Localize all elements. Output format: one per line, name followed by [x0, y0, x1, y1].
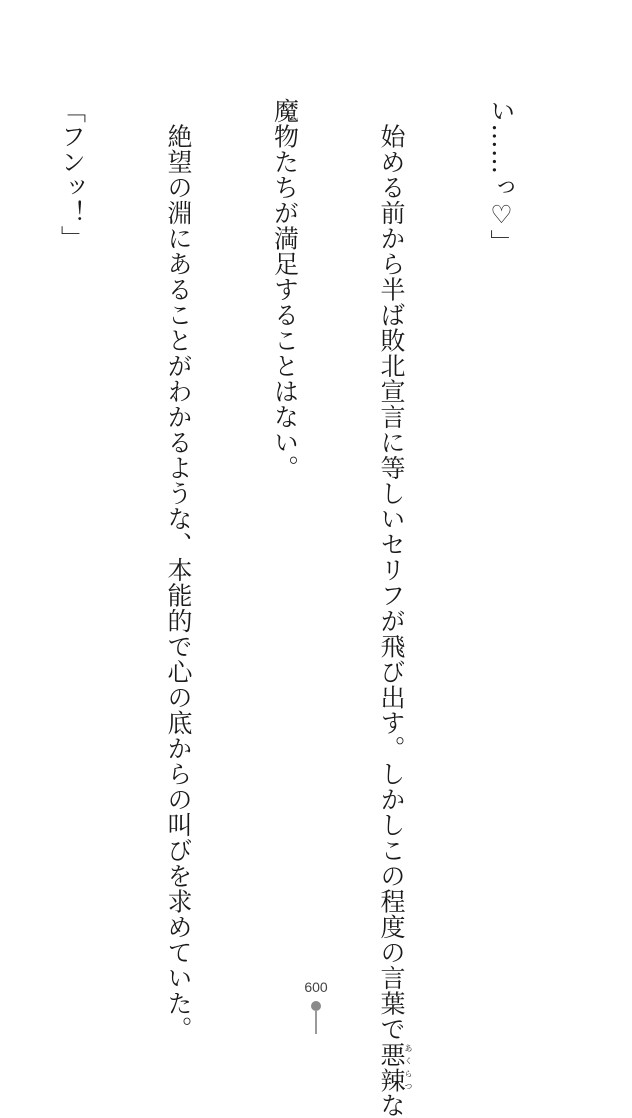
text-line: い……っ♡」 — [487, 98, 516, 255]
page-number: 600 — [304, 979, 328, 995]
text-line: 「フンッ！」 — [57, 98, 87, 251]
text-line-with-ruby: 始める前から半ば敗北宣言に等しいセリフが飛び出す。しかしこの程度の言葉で悪辣あくらつな — [377, 98, 413, 1118]
ruby-base: 悪辣 — [377, 1041, 406, 1093]
text-line: 魔物たちが満足することはない。 — [270, 98, 300, 481]
text-line: 絶望の淵にあることがわかるような、本能的で心の底からの叫びを求めていた。 — [164, 98, 193, 1042]
ruby-reading: あくらつ — [404, 1041, 413, 1093]
ruby-annotation — [377, 1041, 413, 1093]
page-marker-line — [315, 1010, 317, 1034]
